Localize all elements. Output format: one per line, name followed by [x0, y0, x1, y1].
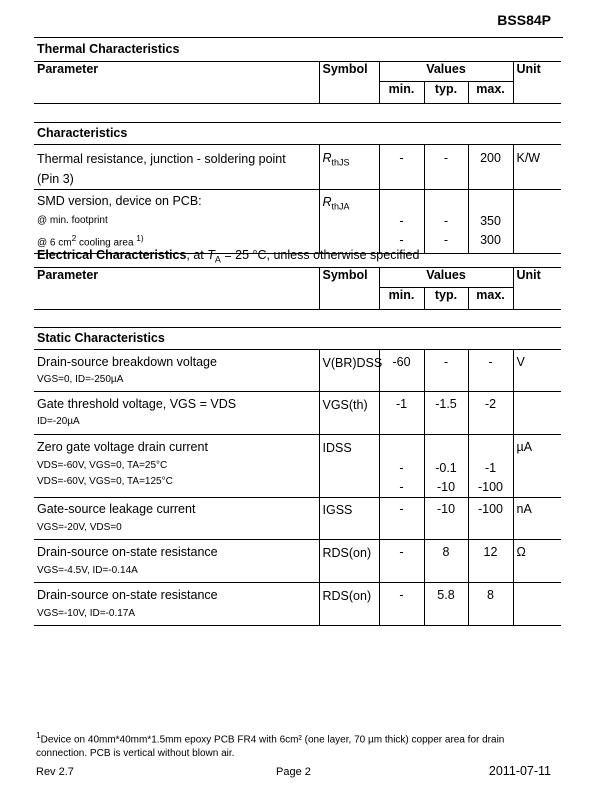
- value-unit: [513, 391, 561, 434]
- value-typ: -: [424, 144, 468, 189]
- value-min: -: [379, 144, 424, 189]
- value-max: 12: [468, 539, 513, 582]
- value-unit: nA: [513, 497, 561, 539]
- value-unit: Ω: [513, 539, 561, 582]
- condition-label: VGS=-20V, VDS=0: [37, 521, 122, 533]
- section-static: Static Characteristics: [37, 330, 165, 345]
- col-symbol: Symbol: [319, 61, 379, 81]
- condition-label: VGS=-10V, ID=-0.17A: [37, 607, 136, 619]
- symbol-cell: RDS(on): [319, 582, 379, 625]
- value-typ: 8: [424, 539, 468, 582]
- condition-label: VDS=-60V, VGS=0, TA=125°C: [37, 475, 173, 487]
- symbol-cell: $R_{thJS}$: [319, 144, 379, 189]
- col-unit: Unit: [513, 61, 561, 81]
- param-label: Drain-source on-state resistance: [37, 544, 218, 559]
- symbol-cell: VGS(th): [319, 391, 379, 434]
- footer-rev: Rev 2.7: [36, 766, 74, 778]
- value-max: 350: [468, 211, 513, 231]
- param-label: @ 6 $cm^2$ cooling area $^{1)}$: [37, 233, 144, 249]
- symbol-cell: $R_{thJA}$: [319, 189, 379, 211]
- value-min: -1: [379, 391, 424, 434]
- value-min: -: [379, 211, 424, 231]
- param-label: Gate threshold voltage, VGS = VDS: [37, 396, 237, 411]
- value-max: -2: [468, 391, 513, 434]
- col-parameter: Parameter: [37, 61, 99, 76]
- value-min: -: [379, 231, 424, 253]
- value-min: -: [379, 497, 424, 539]
- table-row: [34, 539, 561, 582]
- value-max: -100: [468, 497, 513, 539]
- symbol-cell: RDS(on): [319, 539, 379, 582]
- table-row: [34, 434, 561, 497]
- condition-label: VGS=0, ID=-250µA: [37, 373, 124, 385]
- electrical-table: [34, 248, 561, 626]
- section-characteristics: Characteristics: [37, 125, 128, 140]
- col-typ: typ.: [424, 81, 468, 103]
- value-max: -1: [484, 460, 497, 475]
- table-row: [34, 497, 561, 539]
- value-typ: -0.1: [435, 460, 457, 475]
- col-values: Values: [379, 61, 513, 81]
- value-unit: µA: [513, 434, 561, 497]
- value-max: -: [468, 349, 513, 391]
- col-symbol: Symbol: [319, 267, 379, 287]
- col-parameter: Parameter: [37, 267, 99, 282]
- table-row: [34, 391, 561, 434]
- col-min: min.: [379, 287, 424, 309]
- value-max: 8: [468, 582, 513, 625]
- param-label: Zero gate voltage drain current: [37, 439, 208, 454]
- value-max: -100: [477, 479, 504, 494]
- symbol-cell: IGSS: [319, 497, 379, 539]
- condition-label: ID=-20µA: [37, 415, 80, 427]
- param-label: Drain-source breakdown voltage: [37, 354, 217, 369]
- col-min: min.: [379, 81, 424, 103]
- value-unit: V: [513, 349, 561, 391]
- value-typ: -: [424, 349, 468, 391]
- footer-date: 2011-07-11: [488, 764, 551, 778]
- value-min: -: [379, 582, 424, 625]
- value-typ: 5.8: [424, 582, 468, 625]
- col-max: max.: [468, 287, 513, 309]
- table-row: [34, 144, 561, 189]
- value-unit: K/W: [513, 144, 561, 189]
- thermal-table: [34, 42, 561, 254]
- param-label: SMD version, device on PCB:: [37, 193, 202, 208]
- value-typ: -10: [436, 479, 456, 494]
- value-typ: -10: [424, 497, 468, 539]
- value-unit: [513, 582, 561, 625]
- value-typ: -: [424, 231, 468, 253]
- table-row: [34, 349, 561, 391]
- footnote: $^1$Device on 40mm*40mm*1.5mm epoxy PCB FR4 with 6cm² (one layer, 70 µm thick) copper area for drain connection. PCB is vertical without blown air.: [36, 730, 505, 760]
- value-min: -60: [379, 349, 424, 391]
- param-label: Thermal resistance, junction - soldering point: [37, 151, 286, 166]
- value-min: -: [399, 460, 404, 475]
- col-typ: typ.: [424, 287, 468, 309]
- thermal-title: Thermal Characteristics: [37, 42, 180, 56]
- electrical-title: Electrical Characteristics, at $T_A = 25$ °C, unless otherwise specified: [37, 248, 420, 265]
- param-label: Drain-source on-state resistance: [37, 587, 218, 602]
- value-max: 300: [468, 231, 513, 253]
- value-max: 200: [468, 144, 513, 189]
- col-unit: Unit: [513, 267, 561, 287]
- condition-label: VGS=-4.5V, ID=-0.14A: [37, 564, 138, 576]
- symbol-cell: IDSS: [319, 434, 379, 497]
- col-values: Values: [379, 267, 513, 287]
- param-label-2: (Pin 3): [37, 171, 74, 186]
- footer-page: Page 2: [276, 766, 311, 778]
- table-row: [34, 582, 561, 625]
- col-max: max.: [468, 81, 513, 103]
- table-row: [34, 211, 561, 231]
- table-row: [34, 189, 561, 211]
- header-rule: [34, 37, 563, 38]
- param-label: @ min. footprint: [37, 215, 108, 226]
- param-label: Gate-source leakage current: [37, 501, 196, 516]
- value-min: -: [379, 539, 424, 582]
- condition-label: VDS=-60V, VGS=0, TA=25°C: [37, 459, 168, 471]
- symbol-cell: V(BR)DSS: [319, 349, 379, 391]
- value-min: -: [399, 479, 404, 494]
- part-number: BSS84P: [497, 12, 551, 28]
- value-typ: -: [424, 211, 468, 231]
- value-typ: -1.5: [424, 391, 468, 434]
